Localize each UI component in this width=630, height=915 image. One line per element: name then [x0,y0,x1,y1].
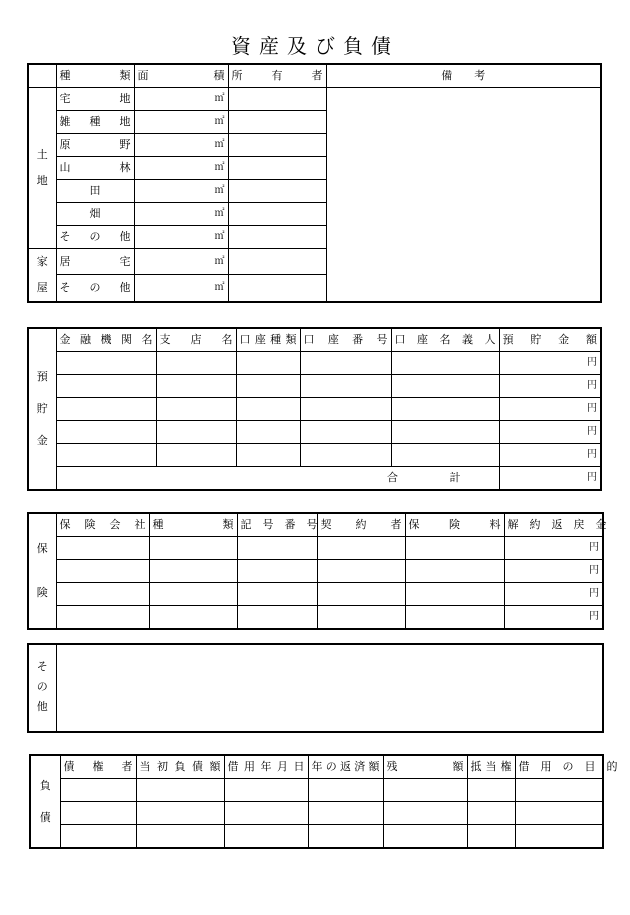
purpose-cell[interactable] [515,779,603,802]
other-row [28,644,603,732]
land-header-row [28,64,601,88]
surrender-unit[interactable]: 円 [504,606,603,630]
purpose-cell[interactable] [515,825,603,849]
header-mortgage: 抵当権 [467,755,515,779]
area-unit: ㎡ [134,180,228,203]
header-annual-repayment: 年の返済額 [308,755,383,779]
page-title: 資産及び負債 [231,34,399,58]
row-label: 山 林 [56,157,134,180]
owner-cell[interactable] [228,134,326,157]
header-type: 種 類 [56,64,134,88]
area-unit: ㎡ [134,134,228,157]
header-account-number: 口 座 番 号 [300,328,391,352]
balance-cell[interactable] [383,802,467,825]
insurer-cell[interactable] [56,537,149,560]
bank-cell[interactable] [56,352,156,375]
holder-cell[interactable] [391,398,499,421]
branch-cell[interactable] [156,398,236,421]
header-area: 面 積 [134,64,228,88]
type-cell[interactable] [236,375,300,398]
surrender-unit[interactable]: 円 [504,560,603,583]
premium-cell[interactable] [405,606,504,630]
row-label: 田 [56,180,134,203]
side-label-insurance: 保険 [28,513,56,629]
row-label: そ の 他 [56,226,134,249]
insurer-cell[interactable] [56,606,149,630]
insurance-header-row [28,513,603,537]
owner-cell[interactable] [228,111,326,134]
savings-header-row [28,328,601,352]
side-label-house: 家屋 [28,249,56,303]
area-unit: ㎡ [134,157,228,180]
header-account-type: 口座種類 [236,328,300,352]
premium-cell[interactable] [405,583,504,606]
policy-cell[interactable] [237,560,317,583]
amount-unit[interactable]: 円 [499,421,601,444]
holder-cell[interactable] [317,537,405,560]
liability-row [30,779,603,802]
header-creditor: 債 権 者 [60,755,136,779]
land-row [28,88,601,111]
header-amount: 預 貯 金 額 [499,328,601,352]
number-cell[interactable] [300,375,391,398]
header-owner: 所 有 者 [228,64,326,88]
header-remarks: 備 考 [326,64,601,88]
savings-row [28,375,601,398]
number-cell[interactable] [300,352,391,375]
holder-cell[interactable] [391,444,499,467]
other-content-cell[interactable] [56,644,603,732]
type-cell[interactable] [236,398,300,421]
initial-cell[interactable] [136,825,224,849]
policy-cell[interactable] [237,606,317,630]
header-premium: 保 険 料 [405,513,504,537]
side-label-liabilities: 負債 [30,755,60,848]
annual-cell[interactable] [308,779,383,802]
kind-cell[interactable] [149,560,237,583]
blank-header [28,64,56,88]
type-cell[interactable] [236,352,300,375]
header-policyholder: 契 約 者 [317,513,405,537]
savings-row [28,421,601,444]
side-label-savings: 預貯金 [28,328,56,490]
owner-cell[interactable] [228,226,326,249]
purpose-cell[interactable] [515,802,603,825]
date-cell[interactable] [224,779,308,802]
branch-cell[interactable] [156,375,236,398]
amount-unit[interactable]: 円 [499,398,601,421]
land-house-table [27,63,602,303]
header-account-holder: 口 座 名 義 人 [391,328,499,352]
holder-cell[interactable] [391,375,499,398]
branch-cell[interactable] [156,352,236,375]
holder-cell[interactable] [391,352,499,375]
area-unit: ㎡ [134,249,228,275]
date-cell[interactable] [224,825,308,849]
header-kind: 種 類 [149,513,237,537]
kind-cell[interactable] [149,537,237,560]
header-policy-number: 記 号 番 号 [237,513,317,537]
savings-row [28,444,601,467]
bank-cell[interactable] [56,375,156,398]
owner-cell[interactable] [228,249,326,275]
kind-cell[interactable] [149,583,237,606]
row-label: 雑 種 地 [56,111,134,134]
owner-cell[interactable] [228,88,326,111]
creditor-cell[interactable] [60,825,136,849]
total-amount-unit[interactable]: 円 [499,467,601,491]
savings-table [27,327,602,491]
liability-row [30,825,603,849]
number-cell[interactable] [300,444,391,467]
mortgage-cell[interactable] [467,779,515,802]
savings-row [28,398,601,421]
amount-unit[interactable]: 円 [499,375,601,398]
number-cell[interactable] [300,421,391,444]
savings-total-row [28,467,601,491]
mortgage-cell[interactable] [467,825,515,849]
creditor-cell[interactable] [60,779,136,802]
row-label: そ の 他 [56,275,134,302]
liability-row [30,802,603,825]
surrender-unit[interactable]: 円 [504,583,603,606]
holder-cell[interactable] [317,560,405,583]
type-cell[interactable] [236,421,300,444]
insurer-cell[interactable] [56,560,149,583]
premium-cell[interactable] [405,537,504,560]
header-borrowing-date: 借用年月日 [224,755,308,779]
insurer-cell[interactable] [56,583,149,606]
insurance-row [28,560,603,583]
header-insurer: 保 険 会 社 [56,513,149,537]
insurance-row [28,537,603,560]
initial-cell[interactable] [136,802,224,825]
area-unit: ㎡ [134,203,228,226]
date-cell[interactable] [224,802,308,825]
row-label: 居 宅 [56,249,134,275]
header-purpose: 借 用 の 目 的 [515,755,603,779]
owner-cell[interactable] [228,203,326,226]
header-balance: 残 額 [383,755,467,779]
surrender-unit[interactable]: 円 [504,537,603,560]
total-label: 合 計 [56,467,499,491]
holder-cell[interactable] [317,606,405,630]
area-unit: ㎡ [134,226,228,249]
remarks-cell[interactable] [326,88,601,303]
side-label-other: その他 [28,644,56,732]
annual-cell[interactable] [308,825,383,849]
row-label: 原 野 [56,134,134,157]
area-unit: ㎡ [134,275,228,302]
owner-cell[interactable] [228,275,326,302]
other-table [27,643,604,733]
header-surrender-value: 解 約 返 戻 金 [504,513,603,537]
mortgage-cell[interactable] [467,802,515,825]
branch-cell[interactable] [156,444,236,467]
savings-row [28,352,601,375]
policy-cell[interactable] [237,537,317,560]
kind-cell[interactable] [149,606,237,630]
holder-cell[interactable] [317,583,405,606]
type-cell[interactable] [236,444,300,467]
area-unit: ㎡ [134,111,228,134]
amount-unit[interactable]: 円 [499,444,601,467]
policy-cell[interactable] [237,583,317,606]
bank-cell[interactable] [56,398,156,421]
area-unit: ㎡ [134,88,228,111]
insurance-table [27,512,607,630]
insurance-row [28,606,603,630]
balance-cell[interactable] [383,825,467,849]
premium-cell[interactable] [405,560,504,583]
liabilities-header-row [30,755,603,779]
header-branch: 支 店 名 [156,328,236,352]
owner-cell[interactable] [228,157,326,180]
bank-cell[interactable] [56,421,156,444]
row-label: 畑 [56,203,134,226]
number-cell[interactable] [300,398,391,421]
header-bank-name: 金融機関名 [56,328,156,352]
row-label: 宅 地 [56,88,134,111]
bank-cell[interactable] [56,444,156,467]
branch-cell[interactable] [156,421,236,444]
amount-unit[interactable]: 円 [499,352,601,375]
insurance-row [28,583,603,606]
initial-cell[interactable] [136,779,224,802]
balance-cell[interactable] [383,779,467,802]
header-initial-debt: 当初負債額 [136,755,224,779]
annual-cell[interactable] [308,802,383,825]
holder-cell[interactable] [391,421,499,444]
side-label-land: 土地 [28,88,56,249]
liabilities-table [29,754,618,849]
creditor-cell[interactable] [60,802,136,825]
owner-cell[interactable] [228,180,326,203]
